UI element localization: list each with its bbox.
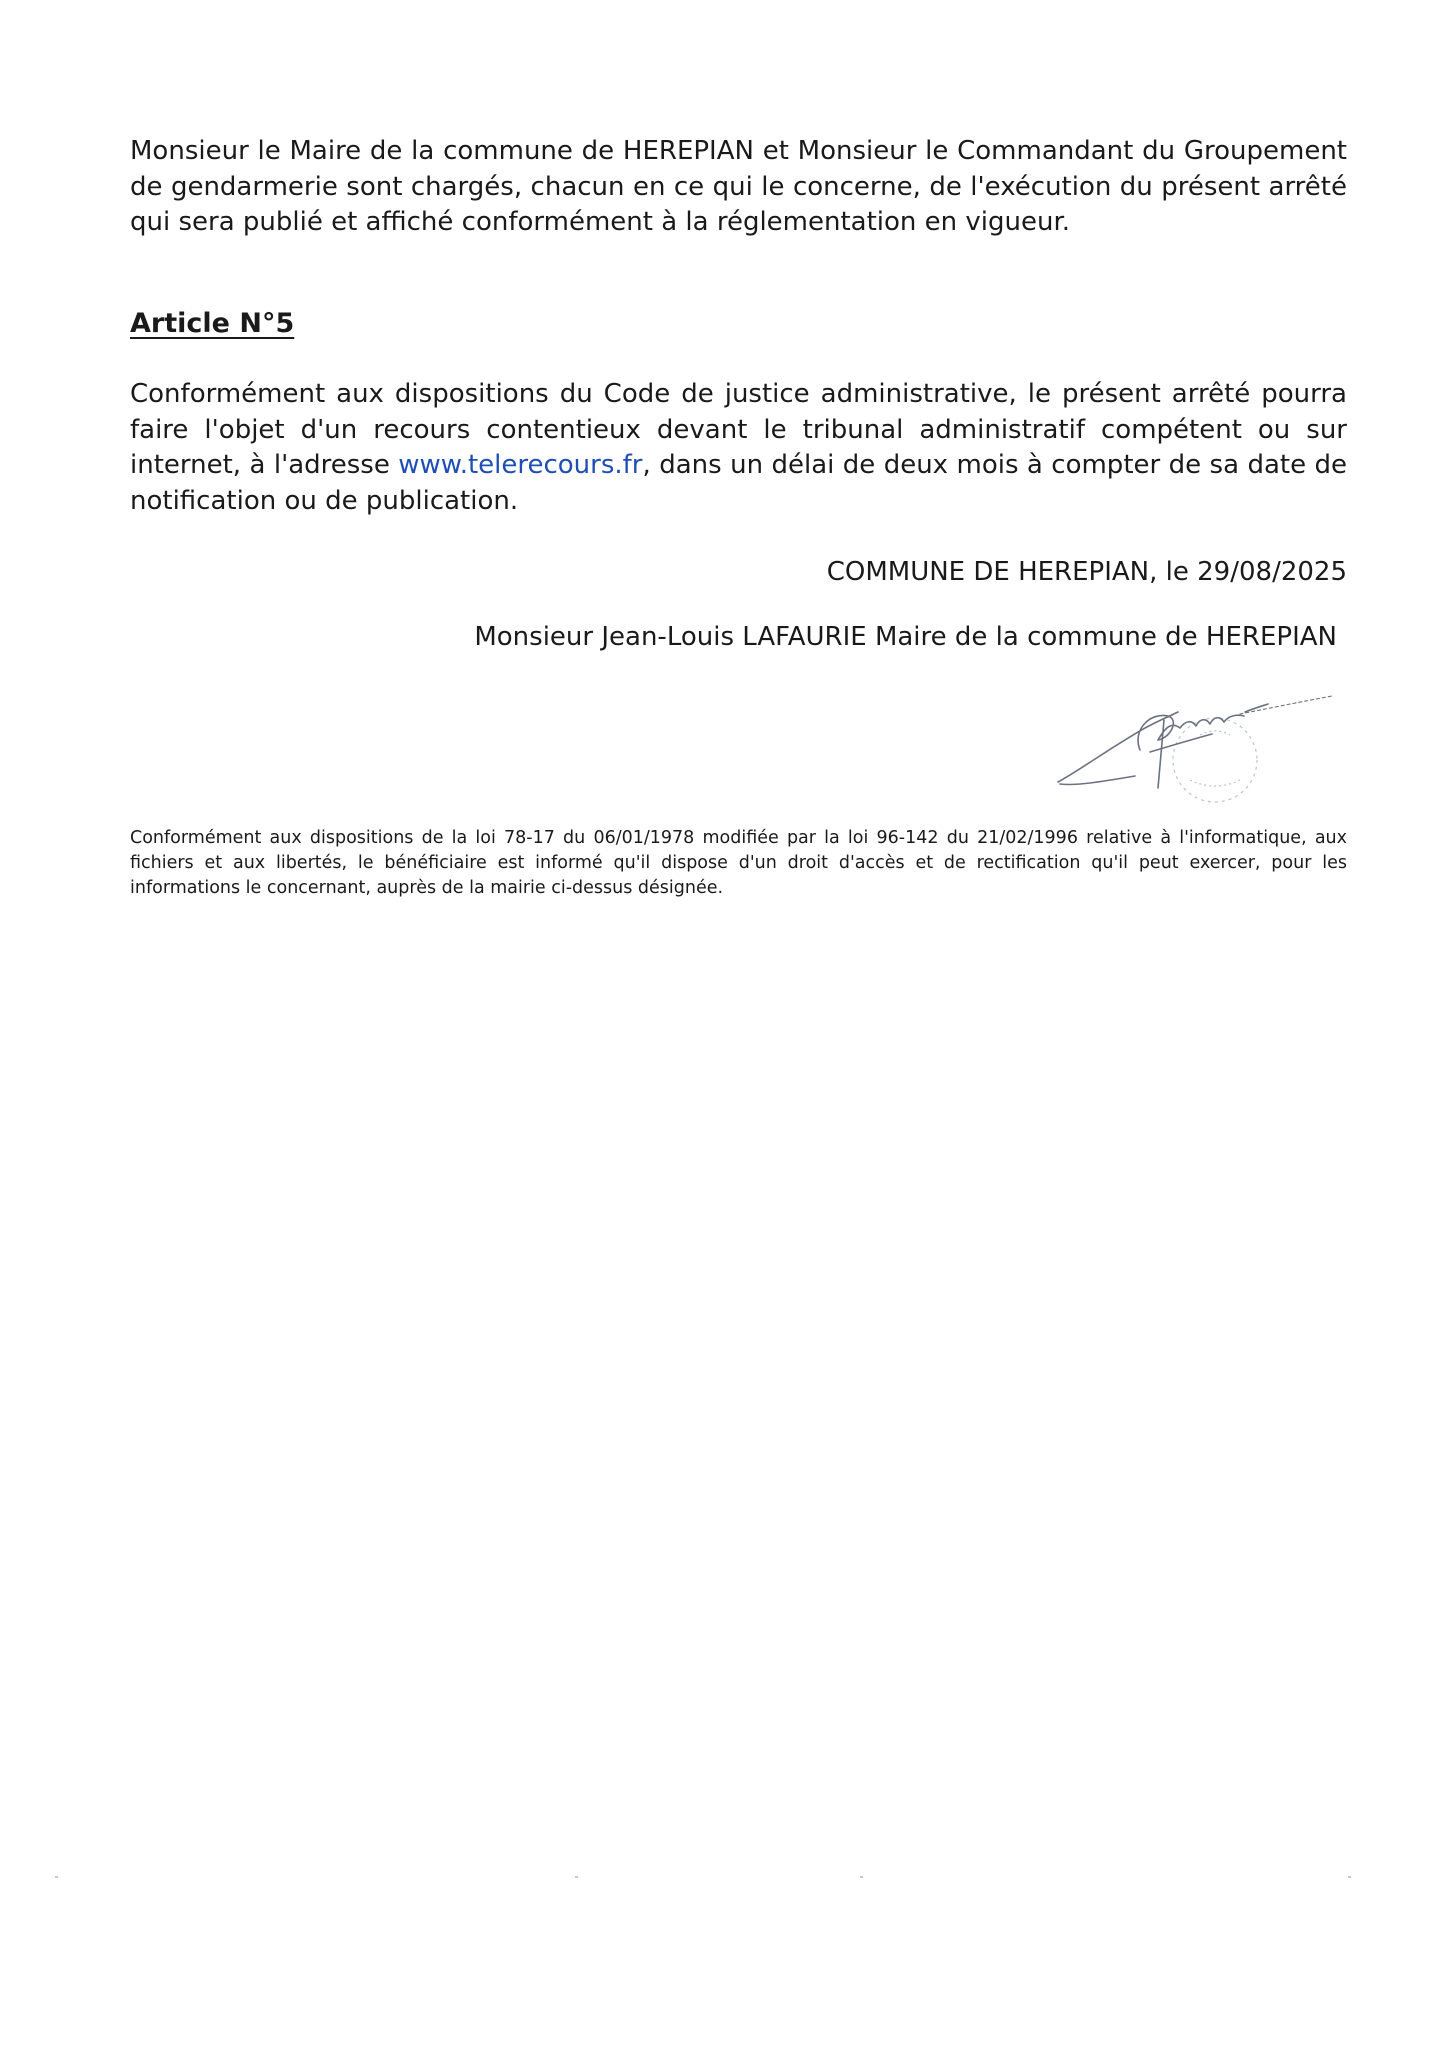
telerecours-link[interactable]: www.telerecours.fr bbox=[398, 450, 643, 480]
appeal-paragraph bbox=[130, 377, 1347, 519]
place-and-date: COMMUNE DE HEREPIAN, le 29/08/2025 bbox=[826, 557, 1347, 587]
article-5-heading: Article N°5 bbox=[130, 308, 295, 339]
scan-artifact bbox=[575, 1876, 578, 1878]
handwritten-signature bbox=[1040, 690, 1340, 810]
appeal-text-start: Conformément aux dispositions du Code de justice administrative, le présent arrêté pourra faire l'objet d'un recours contentieux devant le tribunal administratif compétent ou sur internet, à l'adresse bbox=[130, 379, 1347, 480]
scan-artifact bbox=[860, 1876, 863, 1878]
appeal-text-end: , dans un délai de deux mois à compter de sa date de notification ou de publication. bbox=[130, 450, 1347, 516]
mayor-stamp bbox=[1173, 718, 1257, 802]
scan-artifact bbox=[1348, 1876, 1351, 1878]
execution-paragraph: Monsieur le Maire de la commune de HEREPIAN et Monsieur le Commandant du Groupement de gendarmerie sont chargés, chacun en ce qui le concerne, de l'exécution du présent arrêté qui sera publié et affiché conformément à la réglementation en vigueur. bbox=[130, 136, 1347, 237]
signature-stroke bbox=[1058, 696, 1332, 788]
data-protection-notice: Conformément aux dispositions de la loi 78-17 du 06/01/1978 modifiée par la loi 96-142 du 21/02/1996 relative à l'informatique, aux fichiers et aux libertés, le bénéficiaire est informé qu'il dispose d'un droit d'accès et de rectification qu'il peut exercer, pour les informations le concernant, auprès de la mairie ci-dessus désignée. bbox=[130, 828, 1347, 898]
signatory-line: Monsieur Jean-Louis LAFAURIE Maire de la commune de HEREPIAN bbox=[474, 622, 1337, 652]
scan-artifact bbox=[55, 1876, 58, 1878]
